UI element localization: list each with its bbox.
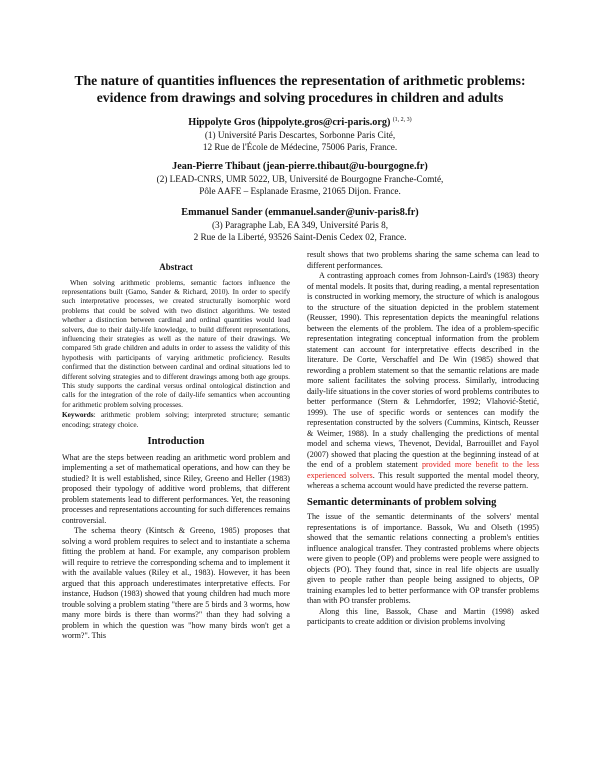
author-block-3 [60,206,540,243]
abstract-heading: Abstract [159,262,193,272]
keywords-text: : arithmetic problem solving; interpreted structure; semantic encoding; strategy choice. [62,410,290,429]
author-block-2 [60,160,540,197]
section-heading-semantic-determinants: Semantic determinants of problem solving [307,496,497,508]
author-block-1 [60,114,540,153]
intro-paragraph-2: The schema theory (Kintsch & Greeno, 1985) proposes that solving a word problem requires to select and to instantiate a schema fitting the problem at hand. For example, any comparison problem will require to retrieve the corresponding schema and to implement it with the available values (Riley et al., 1983). However, it has been argued that this approach underestimates interpretative effects. For instance, Hudson (1983) showed that young children had much more trouble solving a problem stating "there are 5 birds and 3 worms, how many more birds is there than worms?" than they had solving a problem in which the question was "how many birds won't get a worm?". This [62,526,290,640]
affiliation-line: (3) Paragraphe Lab, EA 349, Université Paris 8, [211,220,389,230]
introduction-heading: Introduction [147,436,205,447]
right-paragraph-2: The issue of the semantic determinants of the solvers' mental representations is of importance. Bassok, Wu and Olseth (1995) showed that the semantic relations connecting a problem's entities influence analogical transfer. They contrasted problems where objects were given to people (OP) and problems were people were assigned to objects (PO). They found that, since in real life objects are usually given to people rather than people being assigned to objects, OP training examples led to better performance with OP transfer problems than with PO transfer problems. [307,512,539,605]
affiliation-line: (2) LEAD-CNRS, UMR 5022, UB, Université de Bourgogne Franche-Comté, [156,174,444,184]
right-paragraph-0: result shows that two problems sharing the same schema can lead to different performances. [307,250,539,270]
keywords-label: Keywords [62,410,94,420]
affiliation-line: 2 Rue de la Liberté, 93526 Saint-Denis Cedex 02, France. [193,232,407,242]
author-superscript: (1, 2, 3) [392,117,412,123]
intro-paragraph-1: What are the steps between reading an arithmetic word problem and implementing a set of mathematical operations, and how can they be studied? It is well established, since Riley, Greeno and Heller (1983) proposed their typology of additive word problems, that different problem statements lead to different performances. Yet, the reasoning processes and representations accounting for such differences remains controversial. [62,452,290,525]
affiliation-line: Pôle AAFE – Esplanade Erasme, 21065 Dijon. France. [199,186,401,196]
right-paragraph-3: Along this line, Bassok, Chase and Martin (1998) asked participants to create addition or division problems involving [307,606,539,626]
author-name: Emmanuel Sander (emmanuel.sander@univ-paris8.fr) [181,207,419,218]
affiliation-line: (1) Université Paris Descartes, Sorbonne Paris Cité, [204,130,396,141]
paper-title [40,72,560,106]
left-column [62,262,290,642]
paragraph-text: A contrasting approach comes from Johnson-Laird's (1983) theory of mental models. It posits that, during reading, a mental representation is constructed in working memory, the structure of which is analogous to the structure of the situation depicted in the problem statement (Reusser, 1990). This representation depicts the meaningful relations between the elements of the problem. The idea of a problem-specific representation integrating conceptual information from the problem statement can account for interpretative effects described in the literature. De Corte, Verschaffel and De Win (1985) showed that rewording a problem statement so that the semantic relations are made more salient facilitates the solving process. Similarly, introducing daily-life situations in the cover stories of word problems contributes to better performance (Stern & Lehrndorfer, 1992; Vlahović-Štetić, 1999). The use of specific words or sentences can modify the representation constructed by the solvers (Cummins, Kintsch, Reusser & Weimer, 1988). In a study challenging the predictions of mental model and schema views, Thevenot, Devidal, Barrouillet and Fayol (2007) showed that placing the question at the beginning instead of at the end of a problem statement [307,271,539,469]
right-column [307,250,539,628]
author-name: Jean-Pierre Thibaut (jean-pierre.thibaut@u-bourgogne.fr) [172,161,428,172]
title-line-1: The nature of quantities influences the representation of arithmetic problems: [74,73,526,88]
highlighted-text: provided more benefit to the less experienced solvers [307,460,539,480]
affiliation-line: 12 Rue de l'École de Médecine, 75006 Paris, France. [202,142,398,153]
keywords [62,410,290,429]
author-name: Hippolyte Gros (hippolyte.gros@cri-paris.org) [188,117,391,129]
paragraph-text-end: . This result supported the mental model theory, whereas a schema account would have predicted the reverse pattern. [307,470,540,490]
right-paragraph-1 [307,271,539,492]
title-line-2: evidence from drawings and solving procedures in children and adults [96,90,504,105]
abstract-text: When solving arithmetic problems, semantic factors influence the representations built (Gamo, Sander & Richard, 2010). In order to specify such interpretative processes, we created structurally isomorphic word problems that could be solved with two distinct algorithms. We tested whether a distinction between cardinal and ordinal quantities would lead solvers, due to their daily-life knowledge, to build different representations, influencing their strategies as well as the nature of their drawings. We compared 5th grade children and adults in order to assess the validity of this hypothesis with participants of varying arithmetic proficiency. Results confirmed that the distinction between cardinal and ordinal situations led to different solving strategies and to different drawings among both age groups. This study supports the cardinal versus ordinal ontological distinction and calls for the integration of the role of daily-life semantics when accounting for arithmetic problem solving processes. [62,277,290,409]
